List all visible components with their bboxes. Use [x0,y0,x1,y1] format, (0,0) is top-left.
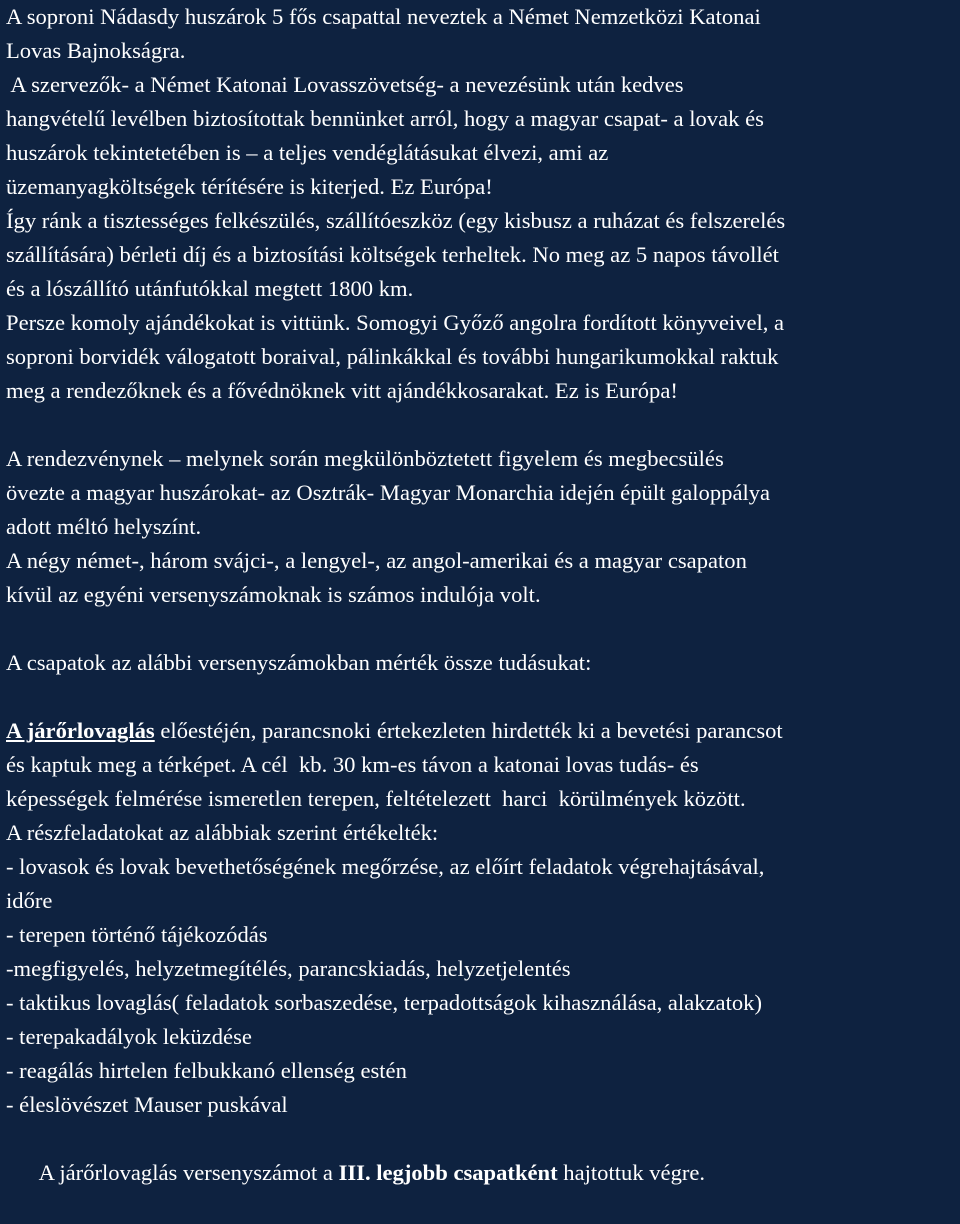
text-line: kívül az egyéni versenyszámoknak is számos indulója volt. [6,582,541,607]
list-item: - éleslövészet Mauser puskával [6,1092,288,1117]
text-line: A csapatok az alábbi versenyszámokban mérték össze tudásukat: [6,650,592,675]
text-line: A szervezők- a Német Katonai Lovasszövetség- a nevezésünk után kedves [6,72,684,97]
text-line: és a lószállító utánfutókkal megtett 1800 km. [6,276,414,301]
text-span: előestéjén, parancsnoki értekezleten hirdették ki a bevetési parancsot [154,718,783,743]
paragraph-intro-events [6,646,956,680]
section-heading: A járőrlovaglás [6,718,155,743]
text-line: adott méltó helyszínt. [6,514,202,539]
text-line: hangvételű levélben biztosítottak bennünket arról, hogy a magyar csapat- a lovak és [6,106,764,131]
text-span: hajtottuk végre. [557,1160,706,1185]
list-item: - lovasok és lovak bevethetőségének megőrzése, az előírt feladatok végrehajtásával, [6,854,765,879]
text-line: képességek felmérése ismeretlen terepen, feltételezett harci körülmények között. [6,786,746,811]
text-line: üzemanyagköltségek térítésére is kiterjed. Ez Európa! [6,174,493,199]
paragraph-venue [6,442,956,612]
list-item-continuation: időre [6,888,53,913]
text-line: soproni borvidék válogatott boraival, pálinkákkal és további hungarikumokkal raktuk [6,344,779,369]
list-item: -megfigyelés, helyzetmegítélés, parancskiadás, helyzetjelentés [6,956,571,981]
text-line: szállítására) bérleti díj és a biztosítási költségek terheltek. No meg az 5 napos távollét [6,242,779,267]
paragraph-patrol-riding [6,714,956,1185]
list-item: - terepen történő tájékozódás [6,922,268,947]
paragraph-gap [6,408,956,442]
list-item: - taktikus lovaglás( feladatok sorbaszedése, terpadottságok kihasználása, alakzatok) [6,990,762,1015]
text-line: A soproni Nádasdy huszárok 5 fős csapattal neveztek a Német Nemzetközi Katonai [6,4,761,29]
text-line: meg a rendezőknek és a fővédnöknek vitt ajándékkosarakat. Ez is Európa! [6,378,678,403]
list-item: - reagálás hirtelen felbukkanó ellenség estén [6,1058,407,1083]
text-line: Így ránk a tisztességes felkészülés, szállítóeszköz (egy kisbusz a ruházat és felszerelés [6,208,786,233]
result-highlight: III. legjobb csapatként [338,1160,558,1185]
text-line [6,714,956,748]
list-item: - terepakadályok leküzdése [6,1024,252,1049]
text-line: Persze komoly ajándékokat is vittünk. Somogyi Győző angolra fordított könyveivel, a [6,310,785,335]
paragraph-gap [6,680,956,714]
text-line: és kaptuk meg a térképet. A cél kb. 30 km-es távon a katonai lovas tudás- és [6,752,699,777]
text-line: övezte a magyar huszárokat- az Osztrák- Magyar Monarchia idején épült galoppálya [6,480,771,505]
paragraph-gap [6,612,956,646]
text-line: A négy német-, három svájci-, a lengyel-, az angol-amerikai és a magyar csapaton [6,548,747,573]
text-line: Lovas Bajnokságra. [6,38,186,63]
text-line: A rendezvénynek – melynek során megkülönböztetett figyelem és megbecsülés [6,446,724,471]
text-line: A részfeladatokat az alábbiak szerint értékelték: [6,820,439,845]
paragraph-entry [6,0,956,408]
text-span: A járőrlovaglás versenyszámot a [38,1160,339,1185]
text-line [6,1122,956,1185]
text-line: huszárok tekintetetében is – a teljes vendéglátásukat élvezi, ami az [6,140,609,165]
